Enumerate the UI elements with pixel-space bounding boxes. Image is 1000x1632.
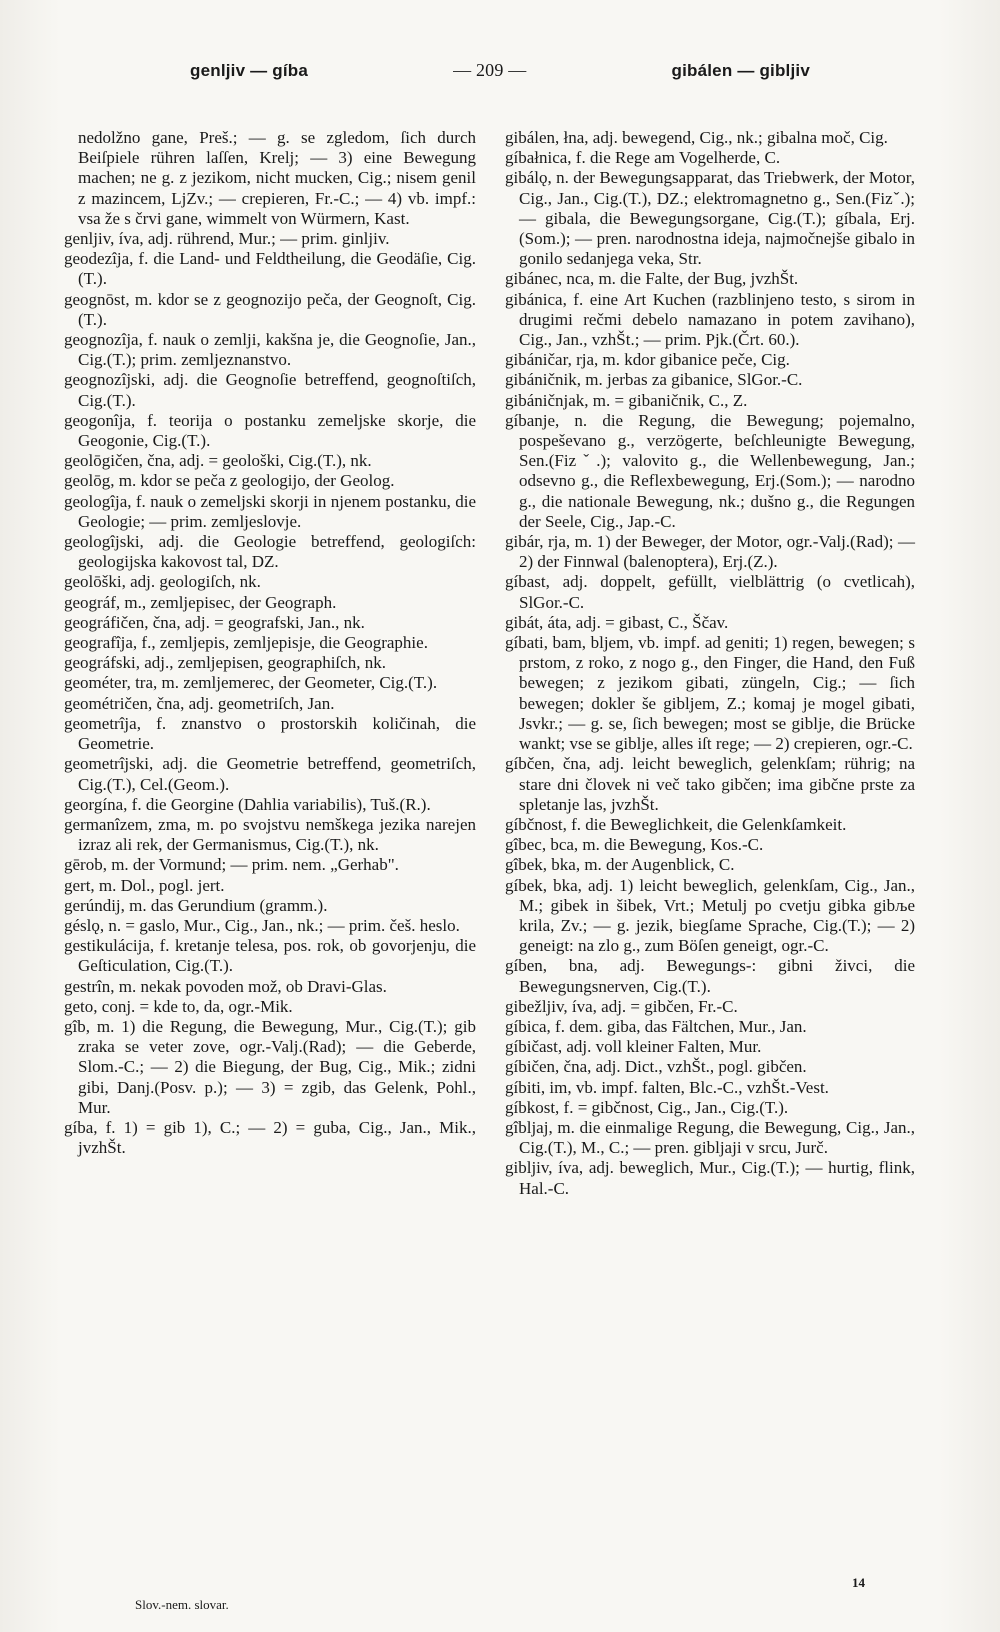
dictionary-entry: geométričen, čna, adj. geometriſch, Jan. [64,693,335,713]
dictionary-entry: geognozîjski, adj. die Geognoſie betreffend, geognoſtiſch, Cig.(T.). [64,370,476,410]
header-right-guide: gibálen — gibljiv [671,61,810,80]
dictionary-entry: geográfičen, čna, adj. = geografski, Jan., nk. [64,612,365,632]
dictionary-entry: genljiv, íva, adj. rührend, Mur.; — prim. ginljiv. [64,229,390,249]
dictionary-entry: gibánec, nca, m. die Falte, der Bug, jvzhŠt. [505,269,799,289]
dictionary-entry: gíbek, bka, adj. 1) leicht beweglich, gelenkſam, Cig., Jan., M.; gibek in šibek, Vrt.; Metulj po cvetju gibka gibље krila, Zv.; — g. jezik, biegſame Sprache, Cig.(T.); — 2) geneigt: na zlo g., zum Böſen geneigt, ogr.-C. [505,875,915,956]
dictionary-entry: gērob, m. der Vormund; — prim. nem. „Gerhab". [64,855,399,875]
dictionary-entry: gibánica, f. eine Art Kuchen (razblinjeno testo, s sirom in drugimi rečmi debelo namazano in potem zavihano), Cig., Jan., vzhŠt.; — prim. Pjk.(Črt. 60.). [505,289,915,350]
dictionary-entry: gestrîn, m. nekak povoden mož, ob Dravi-Glas. [64,976,387,996]
running-header [190,60,810,81]
dictionary-entry: georgína, f. die Georgine (Dahlia variabilis), Tuš.(R.). [64,794,431,814]
dictionary-entry: gíbkost, f. = gibčnost, Cig., Jan., Cig.(T.). [505,1097,789,1117]
sheet-number: 14 [852,1575,865,1590]
right-column [505,128,915,1199]
dictionary-entry: geodezîja, f. die Land- und Feldtheilung, die Geodäſie, Cig.(T.). [64,249,476,289]
dictionary-entry: gibáničnik, m. jerbas za gibanice, SlGor.-C. [505,370,803,390]
dictionary-entry: gíbanje, n. die Regung, die Bewegung; pojemalno, pospeševano g., verzögerte, beſchleunigte Bewegung, Sen.(Fizˇ.); valovito g., die Wellenbewegung, Jan.; odsevno g., die Reflexbewegung, Erj.(Som.); — narodno g., die nationale Bewegung, nk.; dušno g., die Regungen der Seele, Cig., Jap.-C. [505,410,915,531]
dictionary-entry: geognōst, m. kdor se z geognozijo peča, der Geognoſt, Cig.(T.). [64,289,476,329]
dictionary-entry: gîbek, bka, m. der Augenblick, C. [505,855,735,875]
dictionary-entry: gibáničnjak, m. = gibaničnik, C., Z. [505,390,748,410]
dictionary-entry: gibát, áta, adj. = gibast, C., Ščav. [505,612,729,632]
dictionary-entry: geognozîja, f. nauk o zemlji, kakšna je, die Geognoſie, Jan., Cig.(T.); prim. zemljeznanstvo. [64,330,476,370]
dictionary-entry: gíben, bna, adj. Bewegungs-: gibni živci, die Bewegungsnerven, Cig.(T.). [505,956,915,996]
dictionary-entry: gibljiv, íva, adj. beweglich, Mur., Cig.(T.); — hurtig, flink, Hal.-C. [505,1158,915,1198]
dictionary-entry: nedolžno gane, Preš.; — g. se zgledom, ſich durch Beiſpiele rühren laſſen, Krelj; — 3) eine Bewegung machen; ne g. z jezikom, nicht mucken, Cig.; nisem genil z mazincem, LjZv.; — crepieren, Fr.-C.; — 4) vb. impf.: vsa že s črvi gane, wimmelt von Würmern, Kast. [78,128,476,228]
dictionary-entry: gerúndij, m. das Gerundium (gramm.). [64,895,328,915]
dictionary-entry: geto, conj. = kde to, da, ogr.-Mik. [64,996,293,1016]
dictionary-entry: geogonîja, f. teorija o postanku zemeljske skorje, die Geogonie, Cig.(T.). [64,410,476,451]
dictionary-entry: gíbičen, čna, adj. Dict., vzhŠt., pogl. gibčen. [505,1057,807,1077]
dictionary-entry: gîbljaj, m. die einmalige Regung, die Bewegung, Cig., Jan., Cig.(T.), M., C.; — pren. gibljaji v srcu, Jurč. [505,1117,915,1158]
left-column [64,128,476,1158]
dictionary-entry: geolōg, m. kdor se peča z geologijo, der Geolog. [64,471,395,491]
dictionary-entry: gert, m. Dol., pogl. jert. [64,875,225,895]
dictionary-entry: gíba, f. 1) = gib 1), C.; — 2) = guba, Cig., Jan., Mik., jvzhŠt. [64,1117,476,1158]
dictionary-entry: gíbiti, im, vb. impf. falten, Blc.-C., vzhŠt.-Vest. [505,1077,829,1097]
header-left-guide: genljiv — gíba [190,61,309,80]
dictionary-entry: gibáničar, rja, m. kdor gibanice peče, Cig. [505,350,790,370]
dictionary-entry: géslǫ, n. = gaslo, Mur., Cig., Jan., nk.; — prim. češ. heslo. [64,915,460,935]
signature-line: Slov.-nem. slovar. [135,1597,229,1612]
dictionary-entry: germanîzem, zma, m. po svojstvu nemškega jezika narejen izraz ali rek, der Germanismus, Cig.(T.), nk. [64,814,476,855]
dictionary-entry: geográfski, adj., zemljepisen, geographiſch, nk. [64,653,386,673]
dictionary-entry: geologîja, f. nauk o zemeljski skorji in njenem postanku, die Geologie; — prim. zemljeslovje. [64,491,476,531]
dictionary-entry: geologîjski, adj. die Geologie betreffend, geologiſch: geologijska kakovost tal, DZ. [64,532,476,572]
dictionary-entry: gestikulácija, f. kretanje telesa, pos. rok, ob govorjenju, die Geſticulation, Cig.(T.). [64,936,476,976]
dictionary-entry: gíbałnica, f. die Rege am Vogelherde, C. [505,148,781,168]
dictionary-entry: gîb, m. 1) die Regung, die Bewegung, Mur., Cig.(T.); gib zraka se veter zove, ogr.-Valj.(Rad); — die Geberde, Slom.-C.; — 2) die Biegung, der Bug, Cig., Mik.; zidni gibi, Danj.(Posv. p.); — 3) = zgib, das Gelenk, Pohl., Mur. [64,1016,476,1117]
dictionary-entry: geografîja, f., zemljepis, zemljepisje, die Geographie. [64,633,428,653]
dictionary-entry: geográf, m., zemljepisec, der Geograph. [64,592,337,612]
dictionary-entry: geolōški, adj. geologiſch, nk. [64,572,261,592]
dictionary-entry: geométer, tra, m. zemljemerec, der Geometer, Cig.(T.). [64,673,438,693]
dictionary-entry: gibálǫ, n. der Bewegungsapparat, das Triebwerk, der Motor, Cig., Jan., Cig.(T.), DZ.; elektromagnetno g., Sen.(Fizˇ.); — gibala, die Bewegungsorgane, Cig.(T.); gíbala, Erj.(Som.); — pren. narodnostna ideja, najmočnejše gibalo in gonilo sedanjega veka, Str. [505,168,915,269]
page-number: — 209 — [453,60,527,80]
dictionary-entry: gîbec, bca, m. die Bewegung, Kos.-C. [505,835,764,855]
dictionary-entry: gíbčnost, f. die Beweglichkeit, die Gelenkſamkeit. [505,814,847,834]
dictionary-entry: gibár, rja, m. 1) der Beweger, der Motor, ogr.-Valj.(Rad); — 2) der Finnwal (balenoptera), Erj.(Z.). [505,532,915,572]
dictionary-entry: gibálen, łna, adj. bewegend, Cig., nk.; gibalna moč, Cig. [505,128,888,147]
dictionary-entry: gíbičast, adj. voll kleiner Falten, Mur. [505,1037,762,1057]
dictionary-entry: gíbati, bam, bljem, vb. impf. ad geniti; 1) regen, bewegen; s prstom, z roko, z nogo g., den Finger, die Hand, den Fuß bewegen; z jezikom gibati, züngeln, Cig.; — ſich bewegen; dokler še gibljem, Z.; komaj je mogel gibati, Jsvkr.; — g. se, ſich bewegen; most se giblje, die Brücke wankt; vse se giblje, alles iſt rege; — 2) crepieren, ogr.-C. [505,633,915,754]
dictionary-entry: gíbica, f. dem. giba, das Fältchen, Mur., Jan. [505,1016,807,1036]
dictionary-entry: gíbčen, čna, adj. leicht beweglich, gelenkſam; rührig; na stare dni človek ni več tako gibčen; ima gibčne prste za spletanje las, jvzhŠt. [505,754,915,814]
dictionary-entry: geometrîjski, adj. die Geometrie betreffend, geometriſch, Cig.(T.), Cel.(Geom.). [64,754,476,794]
dictionary-entry: gibežljiv, íva, adj. = gibčen, Fr.-C. [505,996,738,1016]
dictionary-entry: geolōgičen, čna, adj. = geološki, Cig.(T.), nk. [64,451,372,471]
dictionary-entry: geometrîja, f. znanstvo o prostorskih količinah, die Geometrie. [64,713,476,754]
dictionary-entry: gíbast, adj. doppelt, gefüllt, vielblättrig (o cvetlicah), SlGor.-C. [505,572,915,612]
